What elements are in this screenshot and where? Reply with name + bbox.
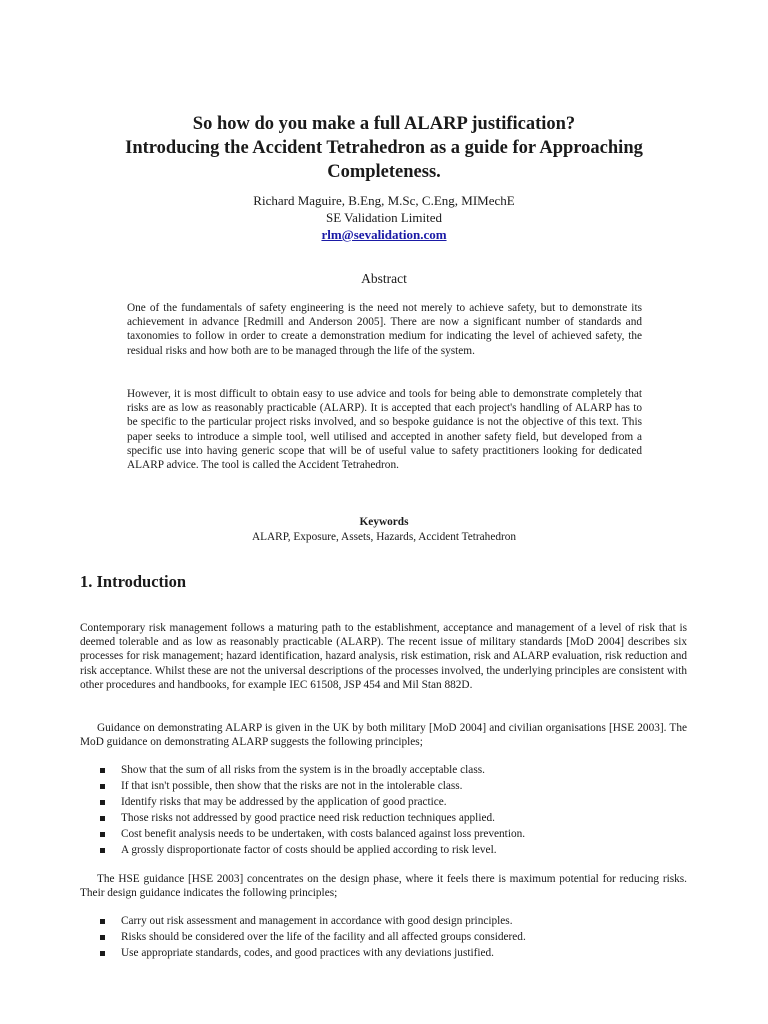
intro-paragraph-3: The HSE guidance [HSE 2003] concentrates on the design phase, where it feels there is maximum potential for reducing risks. Their design guidance indicates the following principles; [80,873,687,900]
intro-paragraph-1: Contemporary risk management follows a maturing path to the establishment, acceptance and management of a level of risk that is deemed tolerable and as low as reasonably practicable (ALARP). The recent issue of military standards [MoD 2004] describes six processes for risk management; hazard identification, hazard analysis, risk estimation, risk and ALARP evaluation, risk reduction and risk acceptance. Whilst these are not the universal descriptions of the processes involved, the underlying principles are consistent with other procedures and handbooks, for example IEC 61508, JSP 454 and Mil Stan 882D. [80,622,687,691]
list-item: Cost benefit analysis needs to be undertaken, with costs balanced against loss prevention. [98,827,688,843]
bullet-square-icon [100,784,105,789]
abstract-paragraph-1: One of the fundamentals of safety engineering is the need not merely to achieve safety, but to demonstrate its achievement in advance [Redmill and Anderson 2005]. There are now a significant number of standards and taxonomies to follow in order to create a demonstration medium for indicating the level of achieved safety, the residual risks and how both are to be managed through the life of the system. [127,302,642,357]
title-line-1: So how do you make a full ALARP justification? [192,114,576,134]
keywords-list: ALARP, Exposure, Assets, Hazards, Accident Tetrahedron [251,530,517,543]
section-heading-introduction: 1. Introduction [80,572,187,591]
mod-principles-list [98,763,688,858]
abstract-paragraph-2: However, it is most difficult to obtain easy to use advice and tools for being able to demonstrate completely that risks are as low as reasonably practicable (ALARP). It is accepted that each project's handling of ALARP has to be specific to the particular project risks involved, and so bespoke guidance is not the objective of this text. This paper seeks to introduce a simple tool, well utilised and accepted in another safety field, but developed from a specific use into having generic scope that will be of useful value to safety practitioners looking for dedicated ALARP advice. The tool is called the Accident Tetrahedron. [127,388,642,472]
author-affiliation: SE Validation Limited [325,210,443,225]
list-item: Identify risks that may be addressed by the application of good practice. [98,795,688,811]
paper-title [60,112,708,184]
abstract-heading: Abstract [361,271,407,286]
list-item: Carry out risk assessment and management in accordance with good design principles. [98,914,688,930]
keywords-heading: Keywords [359,516,409,528]
intro-paragraph-2: Guidance on demonstrating ALARP is given in the UK by both military [MoD 2004] and civilian organisations [HSE 2003]. The MoD guidance on demonstrating ALARP suggests the following principles; [80,722,687,749]
bullet-square-icon [100,816,105,821]
list-item: Use appropriate standards, codes, and good practices with any deviations justified. [98,946,688,962]
bullet-square-icon [100,800,105,805]
author-block [0,192,768,243]
hse-principles-list [98,914,688,962]
bullet-square-icon [100,848,105,853]
title-line-3: Completeness. [327,162,441,182]
bullet-square-icon [100,768,105,773]
list-item: A grossly disproportionate factor of costs should be applied according to risk level. [98,843,688,859]
list-item: Show that the sum of all risks from the system is in the broadly acceptable class. [98,763,688,779]
bullet-square-icon [100,935,105,940]
title-line-2: Introducing the Accident Tetrahedron as a guide for Approaching [125,138,643,158]
bullet-square-icon [100,832,105,837]
list-item: Risks should be considered over the life of the facility and all affected groups considered. [98,930,688,946]
author-email-link[interactable]: rlm@sevalidation.com [321,227,447,242]
list-item: Those risks not addressed by good practice need risk reduction techniques applied. [98,811,688,827]
bullet-square-icon [100,951,105,956]
keywords-block [0,515,768,544]
bullet-square-icon [100,919,105,924]
author-name: Richard Maguire, B.Eng, M.Sc, C.Eng, MIMechE [253,193,515,208]
list-item: If that isn't possible, then show that the risks are not in the intolerable class. [98,779,688,795]
